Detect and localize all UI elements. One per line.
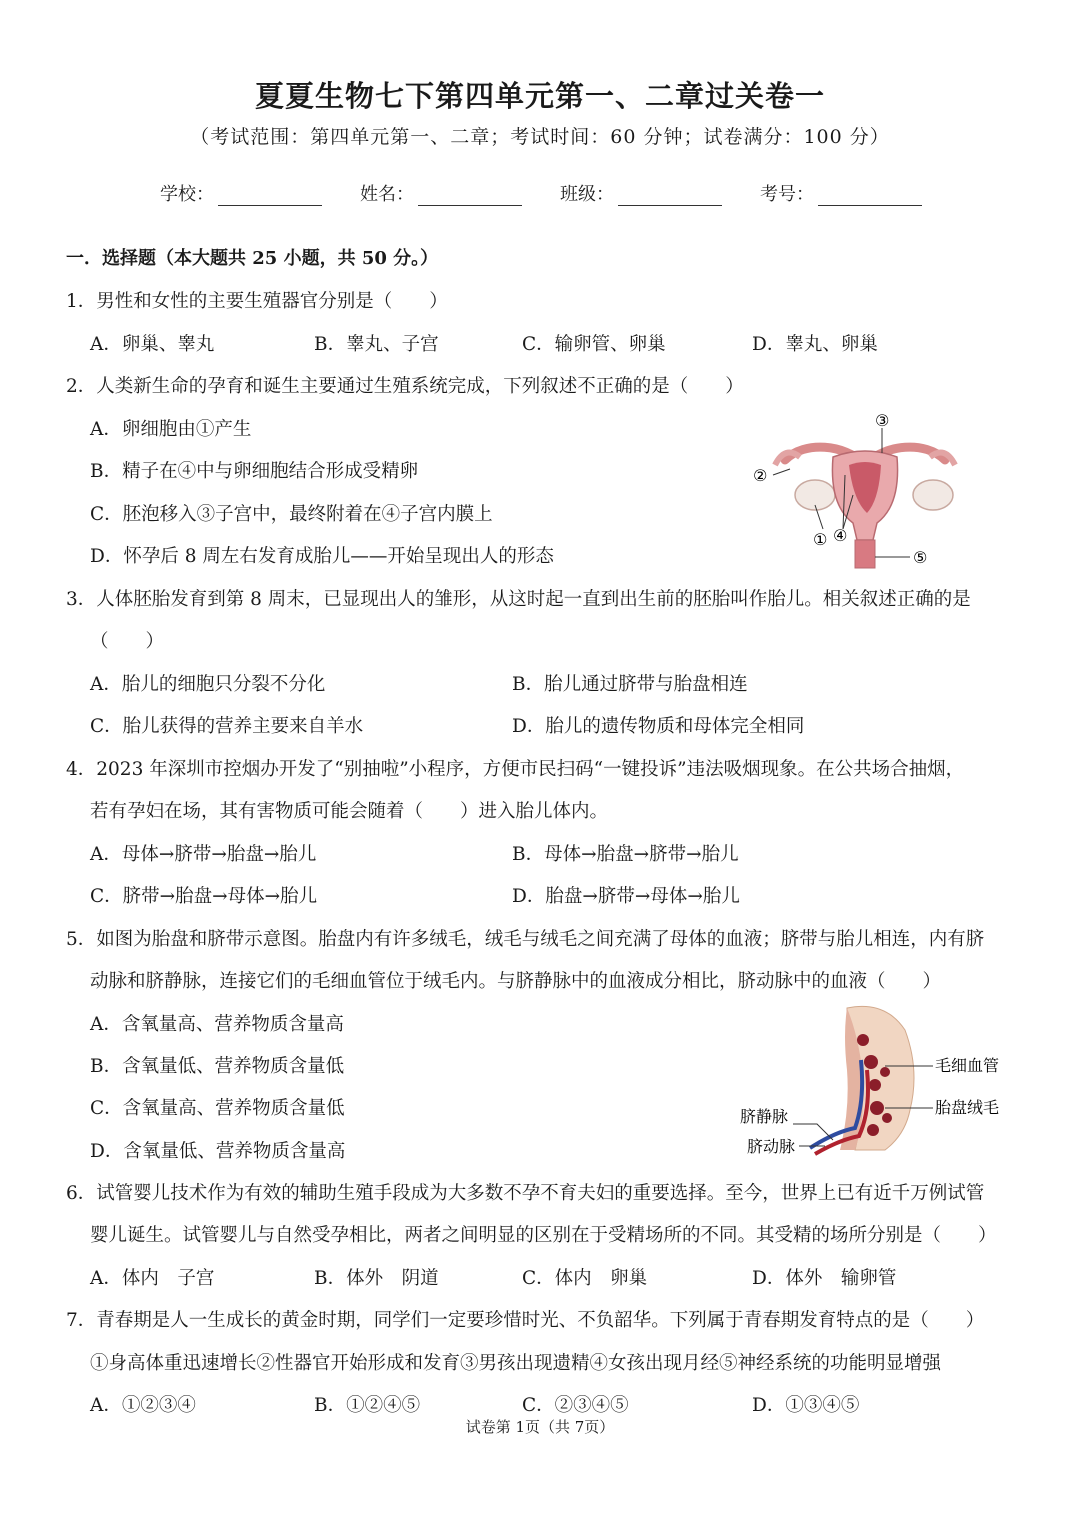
question-1-option-a: A．卵巢、睾丸	[90, 334, 215, 355]
question-4-option-b: B．母体→胎盘→脐带→胎儿	[512, 844, 739, 865]
label-1: ①	[813, 530, 828, 549]
school-field	[160, 180, 322, 206]
question-4-stem-cont: 若有孕妇在场，其有害物质可能会随着（ ）进入胎儿体内。	[90, 801, 609, 822]
label-5: ⑤	[913, 548, 928, 567]
question-5-option-b: B．含氧量低、营养物质含量低	[90, 1056, 345, 1077]
placenta-figure	[735, 1000, 1015, 1165]
class-label: 班级：	[560, 184, 614, 205]
question-2-option-b: B．精子在④中与卵细胞结合形成受精卵	[90, 461, 419, 482]
question-6-stem: 6．试管婴儿技术作为有效的辅助生殖手段成为大多数不孕不育夫妇的重要选择。至今，世界上已有近千万例试管	[66, 1183, 985, 1204]
question-7-stem: 7．青春期是人一生成长的黄金时期，同学们一定要珍惜时光、不负韶华。下列属于青春期发育特点的是（ ）	[66, 1310, 985, 1331]
question-5-stem: 5．如图为胎盘和脐带示意图。胎盘内有许多绒毛，绒毛与绒毛之间充满了母体的血液；脐带与胎儿相连，内有脐	[66, 929, 985, 950]
exam-number-label: 考号：	[760, 184, 814, 205]
reproductive-system-figure	[745, 405, 985, 575]
question-7-statements: ①身高体重迅速增长②性器官开始形成和发育③男孩出现遗精④女孩出现月经⑤神经系统的功能明显增强	[90, 1353, 942, 1374]
question-4-stem: 4．2023 年深圳市控烟办开发了“别抽啦”小程序，方便市民扫码“一键投诉”违法吸烟现象。在公共场合抽烟，	[66, 759, 965, 780]
school-label: 学校：	[160, 184, 214, 205]
question-4-option-a: A．母体→脐带→胎盘→胎儿	[90, 844, 317, 865]
question-6-option-b: B．体外 阴道	[314, 1268, 439, 1289]
question-3-option-d: D．胎儿的遗传物质和母体完全相同	[512, 716, 805, 737]
name-blank[interactable]	[418, 187, 522, 206]
question-3-stem-cont: （ ）	[90, 631, 165, 652]
question-5-option-c: C．含氧量高、营养物质含量低	[90, 1098, 345, 1119]
label-capillary: 毛细血管	[935, 1056, 1000, 1075]
label-4: ④	[833, 526, 848, 545]
question-5-option-d: D．含氧量低、营养物质含量高	[90, 1141, 346, 1162]
exam-number-field	[760, 180, 922, 206]
question-2-option-c: C．胚泡移入③子宫中，最终附着在④子宫内膜上	[90, 504, 493, 525]
question-2-option-d: D．怀孕后 8 周左右发育成胎儿——开始呈现出人的形态	[90, 546, 554, 567]
label-umbilical-artery: 脐动脉	[747, 1137, 796, 1156]
question-3-option-a: A．胎儿的细胞只分裂不分化	[90, 674, 326, 695]
question-6-option-a: A．体内 子宫	[90, 1268, 215, 1289]
section-title: 一．选择题（本大题共 25 小题，共 50 分。）	[66, 248, 439, 269]
question-6-option-c: C．体内 卵巢	[522, 1268, 648, 1289]
question-5-option-a: A．含氧量高、营养物质含量高	[90, 1014, 344, 1035]
label-umbilical-vein: 脐静脉	[740, 1107, 789, 1126]
class-blank[interactable]	[618, 187, 722, 206]
question-1-option-d: D．睾丸、卵巢	[752, 334, 878, 355]
exam-subtitle: （考试范围：第四单元第一、二章；考试时间：60 分钟；试卷满分：100 分）	[190, 126, 890, 148]
name-field	[360, 180, 522, 206]
question-3-option-b: B．胎儿通过脐带与胎盘相连	[512, 674, 748, 695]
question-2-stem: 2．人类新生命的孕育和诞生主要通过生殖系统完成，下列叙述不正确的是（ ）	[66, 376, 744, 397]
page-title: 夏夏生物七下第四单元第一、二章过关卷一	[254, 79, 825, 113]
question-7-option-c: C．②③④⑤	[522, 1395, 629, 1416]
question-1-option-b: B．睾丸、子宫	[314, 334, 439, 355]
label-2: ②	[753, 466, 768, 485]
page-footer: 试卷第 1页（共 7页）	[465, 1418, 615, 1436]
question-6-stem-cont: 婴儿诞生。试管婴儿与自然受孕相比，两者之间明显的区别在于受精场所的不同。其受精的场所分别是（ ）	[90, 1225, 997, 1246]
question-7-option-a: A．①②③④	[90, 1395, 196, 1416]
question-7-option-b: B．①②④⑤	[314, 1395, 421, 1416]
question-5-stem-cont: 动脉和脐静脉，连接它们的毛细血管位于绒毛内。与脐静脉中的血液成分相比，脐动脉中的血液（ ）	[90, 971, 942, 992]
question-4-option-d: D．胎盘→脐带→母体→胎儿	[512, 886, 740, 907]
question-7-option-d: D．①③④⑤	[752, 1395, 860, 1416]
name-label: 姓名：	[360, 184, 414, 205]
label-placental-villi: 胎盘绒毛	[935, 1098, 1000, 1117]
question-1-option-c: C．输卵管、卵巢	[522, 334, 666, 355]
question-3-option-c: C．胎儿获得的营养主要来自羊水	[90, 716, 364, 737]
school-blank[interactable]	[218, 187, 322, 206]
class-field	[560, 180, 722, 206]
label-3: ③	[875, 411, 890, 430]
vagina	[855, 540, 875, 568]
question-1-stem: 1．男性和女性的主要生殖器官分别是（ ）	[66, 291, 448, 312]
exam-number-blank[interactable]	[818, 187, 922, 206]
question-2-option-a: A．卵细胞由①产生	[90, 419, 252, 440]
right-ovary	[913, 480, 953, 510]
question-6-option-d: D．体外 输卵管	[752, 1268, 897, 1289]
question-4-option-c: C．脐带→胎盘→母体→胎儿	[90, 886, 318, 907]
question-3-stem: 3．人体胚胎发育到第 8 周末，已显现出人的雏形，从这时起一直到出生前的胚胎叫作胎儿。相关叙述正确的是	[66, 589, 971, 610]
